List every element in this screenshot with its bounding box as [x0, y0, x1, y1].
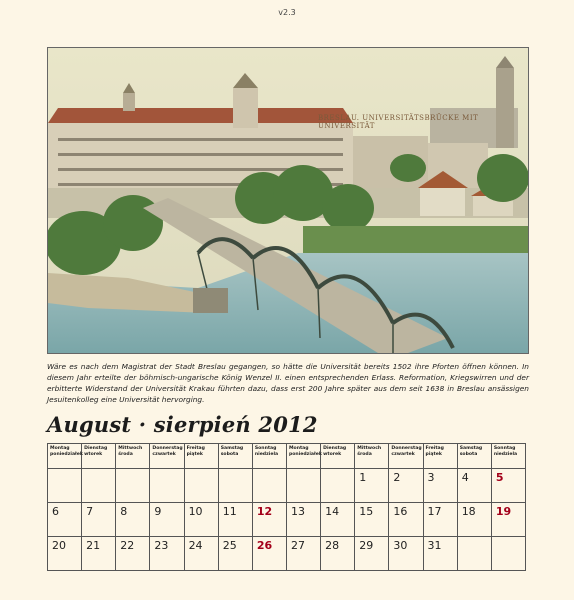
weekday-name-de: Dienstag — [84, 446, 108, 451]
day-number: 6 — [52, 505, 59, 518]
weekday-name-de: Donnerstag — [152, 446, 183, 451]
weekday-name-pl: poniedziałek — [288, 452, 322, 457]
day-number: 29 — [359, 539, 374, 552]
weekday-name-de: Dienstag — [323, 446, 347, 451]
day-cell — [491, 503, 525, 537]
day-cell — [150, 537, 184, 571]
day-cell — [321, 469, 355, 503]
day-cell — [48, 537, 82, 571]
weekday-name — [458, 444, 491, 458]
weekday-name-de: Donnerstag — [391, 446, 422, 451]
month-title: August · sierpień 2012 — [47, 412, 318, 437]
day-number: 27 — [290, 539, 305, 552]
weekday-name — [116, 444, 149, 458]
weekday-name-de: Sonntag — [493, 446, 516, 451]
day-cell — [286, 537, 320, 571]
weekday-header — [286, 444, 320, 469]
page-label: v2.3 — [278, 8, 296, 17]
weekday-name-de: Sonntag — [254, 446, 277, 451]
weekday-name — [185, 444, 218, 458]
weekday-name-pl: czwartek — [152, 452, 176, 457]
day-cell — [286, 503, 320, 537]
day-cell — [423, 469, 457, 503]
day-cell — [252, 503, 286, 537]
day-number: 11 — [222, 505, 237, 518]
weekday-header — [48, 444, 82, 469]
day-cell — [150, 503, 184, 537]
day-number: 16 — [393, 505, 408, 518]
day-number — [48, 469, 81, 471]
weekday-name — [424, 444, 457, 458]
day-cell — [423, 537, 457, 571]
day-cell — [389, 537, 423, 571]
day-number: 4 — [461, 471, 469, 484]
weekday-header — [423, 444, 457, 469]
day-cell — [184, 503, 218, 537]
sunday-number: 19 — [495, 505, 512, 518]
day-number: 31 — [427, 539, 442, 552]
weekday-name-de: Freitag — [186, 446, 205, 451]
day-number: 20 — [52, 539, 66, 552]
calendar-week-row — [48, 469, 526, 503]
sunday-number: 12 — [256, 505, 273, 518]
day-cell — [457, 503, 491, 537]
weekday-name — [150, 444, 183, 458]
day-number: 24 — [188, 539, 203, 552]
day-cell — [355, 503, 389, 537]
weekday-name-de: Mittwoch — [118, 446, 143, 451]
weekday-name-pl: środa — [357, 452, 372, 457]
day-cell — [491, 469, 525, 503]
day-number: 2 — [393, 471, 401, 484]
weekday-name — [492, 444, 525, 458]
weekday-header — [184, 444, 218, 469]
day-number: 14 — [325, 505, 340, 518]
weekday-name-pl: środa — [118, 452, 133, 457]
weekday-name — [321, 444, 354, 458]
day-number — [219, 469, 252, 471]
day-number — [116, 469, 149, 471]
description-text: Wäre es nach dem Magistrat der Stadt Breslau gegangen, so hätte die Universität bereits 1502 ihre Pforten öffnen können. In diesem Jahr erteilte der böhmisch-ungarische König Wenzel II. einen entsprechenden Erlass. Reformation, Kriegswirren und der erbitterte Widerstand der Universität Krakau führten dazu, dass erst 200 Jahre später aus dem seit 1638 in Breslau ansässigen Jesuitenkolleg eine Universität hervorging. — [47, 362, 529, 404]
day-number — [287, 469, 320, 471]
day-cell — [184, 537, 218, 571]
day-number: 13 — [290, 505, 305, 518]
day-number: 17 — [427, 505, 442, 518]
calendar-week-row — [48, 537, 526, 571]
weekday-name — [355, 444, 388, 458]
day-cell — [355, 537, 389, 571]
day-number: 9 — [154, 505, 162, 518]
day-cell — [389, 469, 423, 503]
day-number — [82, 469, 115, 471]
day-number: 25 — [222, 539, 237, 552]
day-number: 8 — [120, 505, 128, 518]
day-number: 1 — [359, 471, 367, 484]
weekday-name-pl: sobota — [459, 452, 478, 457]
sunday-number: 26 — [256, 539, 273, 552]
day-number: 28 — [325, 539, 340, 552]
day-number — [150, 469, 183, 471]
day-cell — [116, 503, 150, 537]
day-number — [185, 469, 218, 471]
weekday-name-pl: sobota — [220, 452, 239, 457]
day-cell — [321, 537, 355, 571]
weekday-header — [389, 444, 423, 469]
weekday-name-de: Montag — [288, 446, 309, 451]
day-cell — [252, 469, 286, 503]
weekday-name-pl: czwartek — [391, 452, 415, 457]
day-cell — [491, 537, 525, 571]
weekday-name — [287, 444, 320, 458]
weekday-name-de: Freitag — [425, 446, 444, 451]
weekday-name — [389, 444, 422, 458]
day-number: 23 — [154, 539, 169, 552]
weekday-header — [150, 444, 184, 469]
day-cell — [48, 469, 82, 503]
day-cell — [286, 469, 320, 503]
day-cell — [150, 469, 184, 503]
day-cell — [423, 503, 457, 537]
weekday-name-de: Montag — [50, 446, 70, 451]
day-number: 22 — [120, 539, 135, 552]
weekday-name-de: Samstag — [459, 446, 483, 451]
weekday-header — [321, 444, 355, 469]
day-number: 18 — [461, 505, 476, 518]
day-cell — [218, 503, 252, 537]
weekday-header — [218, 444, 252, 469]
weekday-name-de: Samstag — [220, 446, 244, 451]
weekday-name — [48, 444, 81, 458]
day-cell — [218, 537, 252, 571]
historic-photo — [47, 47, 529, 354]
day-number: 15 — [359, 505, 374, 518]
weekday-name-pl: piątek — [425, 452, 442, 457]
day-number: 7 — [86, 505, 94, 518]
day-cell — [321, 503, 355, 537]
weekday-name-pl: niedziela — [254, 452, 279, 457]
weekday-header — [82, 444, 116, 469]
weekday-header — [457, 444, 491, 469]
sunday-number — [492, 537, 525, 539]
day-cell — [355, 469, 389, 503]
weekday-name — [219, 444, 252, 458]
day-number: 30 — [393, 539, 408, 552]
day-number — [321, 469, 354, 471]
sunday-number: 5 — [495, 471, 504, 484]
day-cell — [82, 469, 116, 503]
calendar-week-row — [48, 503, 526, 537]
day-cell — [218, 469, 252, 503]
day-cell — [389, 503, 423, 537]
day-cell — [82, 537, 116, 571]
day-number: 3 — [427, 471, 435, 484]
day-cell — [116, 469, 150, 503]
day-cell — [252, 537, 286, 571]
weekday-name-de: Mittwoch — [357, 446, 382, 451]
weekday-name-pl: wtorek — [84, 452, 103, 457]
calendar-grid — [47, 443, 526, 571]
weekday-header — [116, 444, 150, 469]
day-number: 21 — [86, 539, 101, 552]
sunday-number — [253, 469, 286, 471]
day-number: 10 — [188, 505, 203, 518]
day-cell — [48, 503, 82, 537]
weekday-name — [82, 444, 115, 458]
weekday-name-pl: niedziela — [493, 452, 518, 457]
day-cell — [184, 469, 218, 503]
weekday-header — [252, 444, 286, 469]
weekday-name-pl: wtorek — [323, 452, 342, 457]
day-cell — [82, 503, 116, 537]
weekday-name — [253, 444, 286, 458]
photo-caption: BRESLAU. UNIVERSITÄTSBRÜCKE MIT UNIVERSITÄT — [318, 114, 479, 130]
day-cell — [116, 537, 150, 571]
weekday-header — [491, 444, 525, 469]
day-cell — [457, 469, 491, 503]
weekday-name-pl: piątek — [186, 452, 203, 457]
weekday-header — [355, 444, 389, 469]
weekday-header-row — [48, 444, 526, 469]
day-cell — [457, 537, 491, 571]
weekday-name-pl: poniedziałek — [50, 452, 83, 457]
day-number — [458, 537, 491, 539]
